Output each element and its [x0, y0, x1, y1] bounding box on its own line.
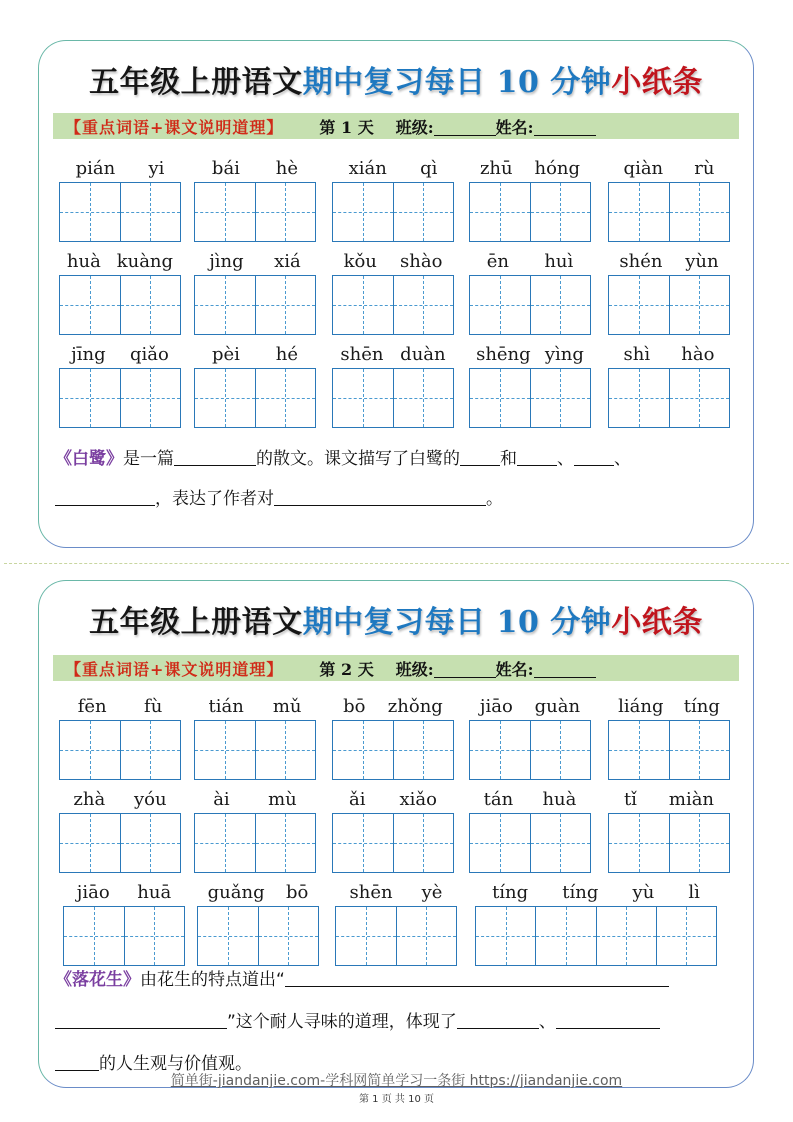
- writing-boxes[interactable]: [469, 720, 591, 780]
- writing-boxes[interactable]: [608, 813, 730, 873]
- word-item: ài mù: [194, 780, 316, 873]
- writing-boxes[interactable]: [608, 720, 730, 780]
- writing-boxes[interactable]: [332, 720, 454, 780]
- topic-band: [53, 655, 739, 681]
- class-field[interactable]: [434, 659, 496, 678]
- class-label: 班级:: [395, 117, 434, 137]
- word-row: [59, 687, 739, 780]
- answer-blank[interactable]: [285, 968, 669, 987]
- word-item: kǒu shào: [332, 242, 454, 335]
- word-item: ǎi xiǎo: [332, 780, 454, 873]
- word-item: tán huà: [469, 780, 591, 873]
- word-item: bō zhǒng: [332, 687, 454, 780]
- topic-label: 【重点词语+课文说明道理】: [65, 117, 284, 137]
- word-item: jiāo guàn: [469, 687, 591, 780]
- answer-blank[interactable]: [460, 447, 500, 466]
- writing-boxes[interactable]: [469, 368, 591, 428]
- writing-boxes[interactable]: [194, 720, 316, 780]
- page-number: 第 1 页 共 10 页: [359, 1094, 434, 1105]
- writing-boxes[interactable]: [194, 275, 316, 335]
- name-label: 姓名:: [495, 117, 534, 137]
- word-item: shēn duàn: [332, 335, 454, 428]
- word-item: jìng xiá: [194, 242, 316, 335]
- name-label: 姓名:: [495, 659, 534, 679]
- writing-boxes[interactable]: [608, 368, 730, 428]
- cut-line-divider: [4, 563, 789, 564]
- name-field[interactable]: [534, 117, 596, 136]
- class-field[interactable]: [434, 117, 496, 136]
- book-title: 《落花生》: [55, 970, 140, 990]
- writing-boxes[interactable]: [469, 182, 591, 242]
- worksheet-card-day-1: [38, 40, 754, 548]
- writing-boxes[interactable]: [194, 368, 316, 428]
- word-item-four-char: tíng tíng yù lì: [475, 873, 717, 966]
- writing-boxes[interactable]: [332, 182, 454, 242]
- writing-boxes[interactable]: [332, 813, 454, 873]
- word-item: bái hè: [194, 149, 316, 242]
- watermark-footer: [0, 1070, 793, 1090]
- word-item: qiàn rù: [608, 149, 730, 242]
- word-row: [59, 242, 739, 335]
- answer-blank[interactable]: [457, 1010, 539, 1029]
- writing-boxes[interactable]: [59, 813, 181, 873]
- word-item: liáng tíng: [608, 687, 730, 780]
- word-item: zhū hóng: [469, 149, 591, 242]
- word-item: jīng qiǎo: [59, 335, 181, 428]
- answer-blank[interactable]: [274, 487, 486, 506]
- watermark-link[interactable]: 简单街-jiandanjie.com-学科网简单学习一条街 https://jiandanjie.com: [170, 1073, 623, 1089]
- word-row: [59, 780, 739, 873]
- writing-boxes[interactable]: [608, 182, 730, 242]
- word-item: pián yi: [59, 149, 181, 242]
- word-item: shén yùn: [608, 242, 730, 335]
- topic-band: [53, 113, 739, 139]
- topic-label: 【重点词语+课文说明道理】: [65, 659, 284, 679]
- fill-in-question: 《白鹭》是一篇 的散文。课文描写了白鹭的 和 、 、 ，表达了作者对 。: [55, 449, 631, 509]
- writing-boxes[interactable]: [59, 368, 181, 428]
- writing-boxes[interactable]: [332, 368, 454, 428]
- word-row: [59, 873, 739, 966]
- writing-boxes[interactable]: [59, 275, 181, 335]
- writing-boxes[interactable]: [197, 906, 319, 966]
- writing-boxes[interactable]: [469, 813, 591, 873]
- class-label: 班级:: [395, 659, 434, 679]
- book-title: 《白鹭》: [55, 449, 123, 469]
- worksheet-title: 五年级上册语文期中复习每日 10 分钟小纸条: [89, 605, 703, 640]
- name-field[interactable]: [534, 659, 596, 678]
- writing-boxes[interactable]: [335, 906, 457, 966]
- answer-blank[interactable]: [55, 487, 155, 506]
- answer-blank[interactable]: [574, 447, 614, 466]
- worksheet-title: 五年级上册语文期中复习每日 10 分钟小纸条: [89, 65, 703, 100]
- word-item: zhà yóu: [59, 780, 181, 873]
- writing-boxes[interactable]: [608, 275, 730, 335]
- day-label: 第 2 天: [319, 659, 374, 679]
- day-label: 第 1 天: [319, 117, 374, 137]
- writing-boxes[interactable]: [194, 182, 316, 242]
- word-row: [59, 149, 739, 242]
- word-item: shēn yè: [335, 873, 457, 966]
- answer-blank[interactable]: [174, 447, 256, 466]
- writing-boxes[interactable]: [194, 813, 316, 873]
- word-item: tián mǔ: [194, 687, 316, 780]
- writing-boxes[interactable]: [475, 906, 717, 966]
- answer-blank[interactable]: [55, 1052, 99, 1071]
- writing-boxes[interactable]: [469, 275, 591, 335]
- word-item: pèi hé: [194, 335, 316, 428]
- word-grid: [59, 149, 739, 428]
- word-item: guǎng bō: [197, 873, 319, 966]
- word-item: shì hào: [608, 335, 730, 428]
- word-item: jiāo huā: [63, 873, 185, 966]
- answer-blank[interactable]: [556, 1010, 660, 1029]
- answer-blank[interactable]: [517, 447, 557, 466]
- word-item: fēn fù: [59, 687, 181, 780]
- fill-in-question: 《落花生》由花生的特点道出“ ”这个耐人寻味的道理，体现了 、 的人生观与价值观。: [55, 959, 739, 1085]
- word-item: huà kuàng: [59, 242, 181, 335]
- writing-boxes[interactable]: [332, 275, 454, 335]
- word-item: xián qì: [332, 149, 454, 242]
- word-item: ēn huì: [469, 242, 591, 335]
- word-item: tǐ miàn: [608, 780, 730, 873]
- word-grid: [59, 687, 739, 966]
- writing-boxes[interactable]: [59, 720, 181, 780]
- word-item: shēng yìng: [469, 335, 591, 428]
- writing-boxes[interactable]: [59, 182, 181, 242]
- writing-boxes[interactable]: [63, 906, 185, 966]
- word-row: [59, 335, 739, 428]
- worksheet-card-day-2: [38, 580, 754, 1088]
- answer-blank[interactable]: [55, 1010, 227, 1029]
